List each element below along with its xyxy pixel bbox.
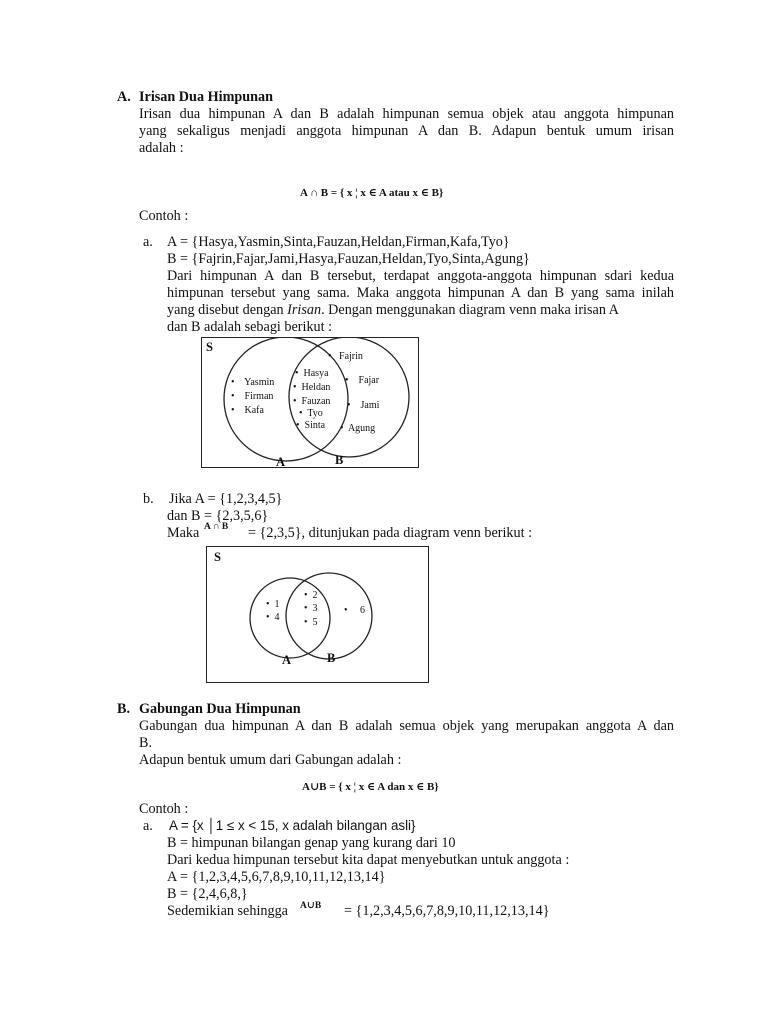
venn1-ab-item: • Hasya <box>295 368 329 379</box>
section-b-text-line3: Dari kedua himpunan tersebut kita dapat menyebutkan untuk anggota : <box>167 852 570 868</box>
ex-a-text-line6: dan B adalah sebagi berikut : <box>167 319 333 335</box>
section-b-ex-a-letter: a. <box>143 818 153 834</box>
section-b-union-op: A∪B <box>300 901 322 911</box>
venn2-circle-b <box>286 573 372 659</box>
venn2-circle-a <box>250 578 330 658</box>
ex-b-op: A ∩ B <box>204 522 229 532</box>
venn1-ab-item: • Sinta <box>296 420 326 431</box>
venn1-b-item: • Fajrin <box>328 351 363 362</box>
venn1-a-item: • Firman <box>231 391 274 402</box>
ex-b-set-b: dan B = {2,3,5,6} <box>167 508 269 524</box>
union-formula: A∪B = { x ¦ x ∈ A dan x ∈ B} <box>302 781 439 793</box>
ex-a-line5-pre: yang disebut dengan <box>167 302 288 318</box>
venn2-ab-item: • 2 <box>304 590 318 601</box>
section-b-intro-line3: Adapun bentuk umum dari Gabungan adalah : <box>139 752 402 768</box>
section-a-letter: A. <box>117 89 131 105</box>
ex-a-text-line5 <box>167 302 674 319</box>
venn2-label-a: A <box>282 653 292 667</box>
venn1-b-item: • Jami <box>347 400 380 411</box>
intersection-formula: A ∩ B = { x ¦ x ∈ A atau x ∈ B} <box>300 187 444 199</box>
ex-b-letter: b. <box>143 491 154 507</box>
section-a-intro-line1: Irisan dua himpunan A dan B adalah himpunan semua objek atau anggota himpunan <box>139 106 674 122</box>
section-b-set-b-def: B = himpunan bilangan genap yang kurang dari 10 <box>167 835 456 851</box>
ex-a-set-b: B = {Fajrin,Fajar,Jami,Hasya,Fauzan,Heldan,Tyo,Sinta,Agung} <box>167 251 530 267</box>
venn1-a-item: • Yasmin <box>231 377 275 388</box>
venn2-b-item: • 6 <box>344 605 366 616</box>
venn1-universe-label: S <box>206 340 213 354</box>
ex-b-maka: Maka <box>167 525 200 541</box>
venn1-ab-item: • Fauzan <box>293 396 331 407</box>
venn2-label-b: B <box>327 651 336 665</box>
section-b-intro-line2: B. <box>139 735 153 751</box>
section-b-intro-line1: Gabungan dua himpunan A dan B adalah semua objek yang merupakan anggota A dan <box>139 718 674 734</box>
venn2-ab-item: • 5 <box>304 617 318 628</box>
venn2-a-item: • 1 <box>266 599 280 610</box>
ex-a-letter: a. <box>143 234 153 250</box>
irisan-term: Irisan <box>287 302 322 318</box>
venn1-b-item: • Agung <box>340 423 376 434</box>
ex-b-result: = {2,3,5}, ditunjukan pada diagram venn berikut : <box>248 525 533 541</box>
venn2-circles <box>206 546 431 686</box>
venn1-a-item: • Kafa <box>231 405 264 416</box>
section-a-intro-line2: yang sekaligus menjadi anggota himpunan A dan B. Adapun bentuk umum irisan <box>139 123 674 139</box>
ex-a-text-line3: Dari himpunan A dan B tersebut, terdapat anggota-anggota himpunan sdari kedua <box>167 268 674 284</box>
ex-a-set-a: A = {Hasya,Yasmin,Sinta,Fauzan,Heldan,Firman,Kafa,Tyo} <box>167 234 510 250</box>
ex-a-text-line4: himpunan tersebut yang sama. Maka anggota himpunan A dan B yang sama inilah <box>167 285 674 301</box>
venn1-ab-item: • Heldan <box>293 382 331 393</box>
section-b-set-b-list: B = {2,4,6,8,} <box>167 886 248 902</box>
section-b-set-a-def: A = {x │1 ≤ x < 15, x adalah bilangan asli} <box>169 818 416 833</box>
section-b-set-a-list: A = {1,2,3,4,5,6,7,8,9,10,11,12,13,14} <box>167 869 386 885</box>
venn1-label-a: A <box>276 455 286 469</box>
venn2-ab-item: • 3 <box>304 603 318 614</box>
section-b-sedemikian: Sedemikian sehingga <box>167 903 288 919</box>
venn2-a-item: • 4 <box>266 612 280 623</box>
venn1-b-item: • Fajar <box>345 375 380 386</box>
section-a-contoh: Contoh : <box>139 208 189 224</box>
ex-a-line5-post: . Dengan menggunakan diagram venn maka irisan A <box>321 302 619 318</box>
section-b-letter: B. <box>117 701 131 717</box>
section-b-heading: Gabungan Dua Himpunan <box>139 701 301 717</box>
section-a-heading: Irisan Dua Himpunan <box>139 89 274 105</box>
venn1-ab-item: • Tyo <box>299 408 323 419</box>
section-b-contoh: Contoh : <box>139 801 189 817</box>
section-b-union-result: = {1,2,3,4,5,6,7,8,9,10,11,12,13,14} <box>344 903 550 919</box>
section-a-intro-line3: adalah : <box>139 140 184 156</box>
venn1-label-b: B <box>335 453 344 467</box>
ex-b-set-a: Jika A = {1,2,3,4,5} <box>169 491 283 507</box>
venn2-universe-label: S <box>214 550 221 564</box>
